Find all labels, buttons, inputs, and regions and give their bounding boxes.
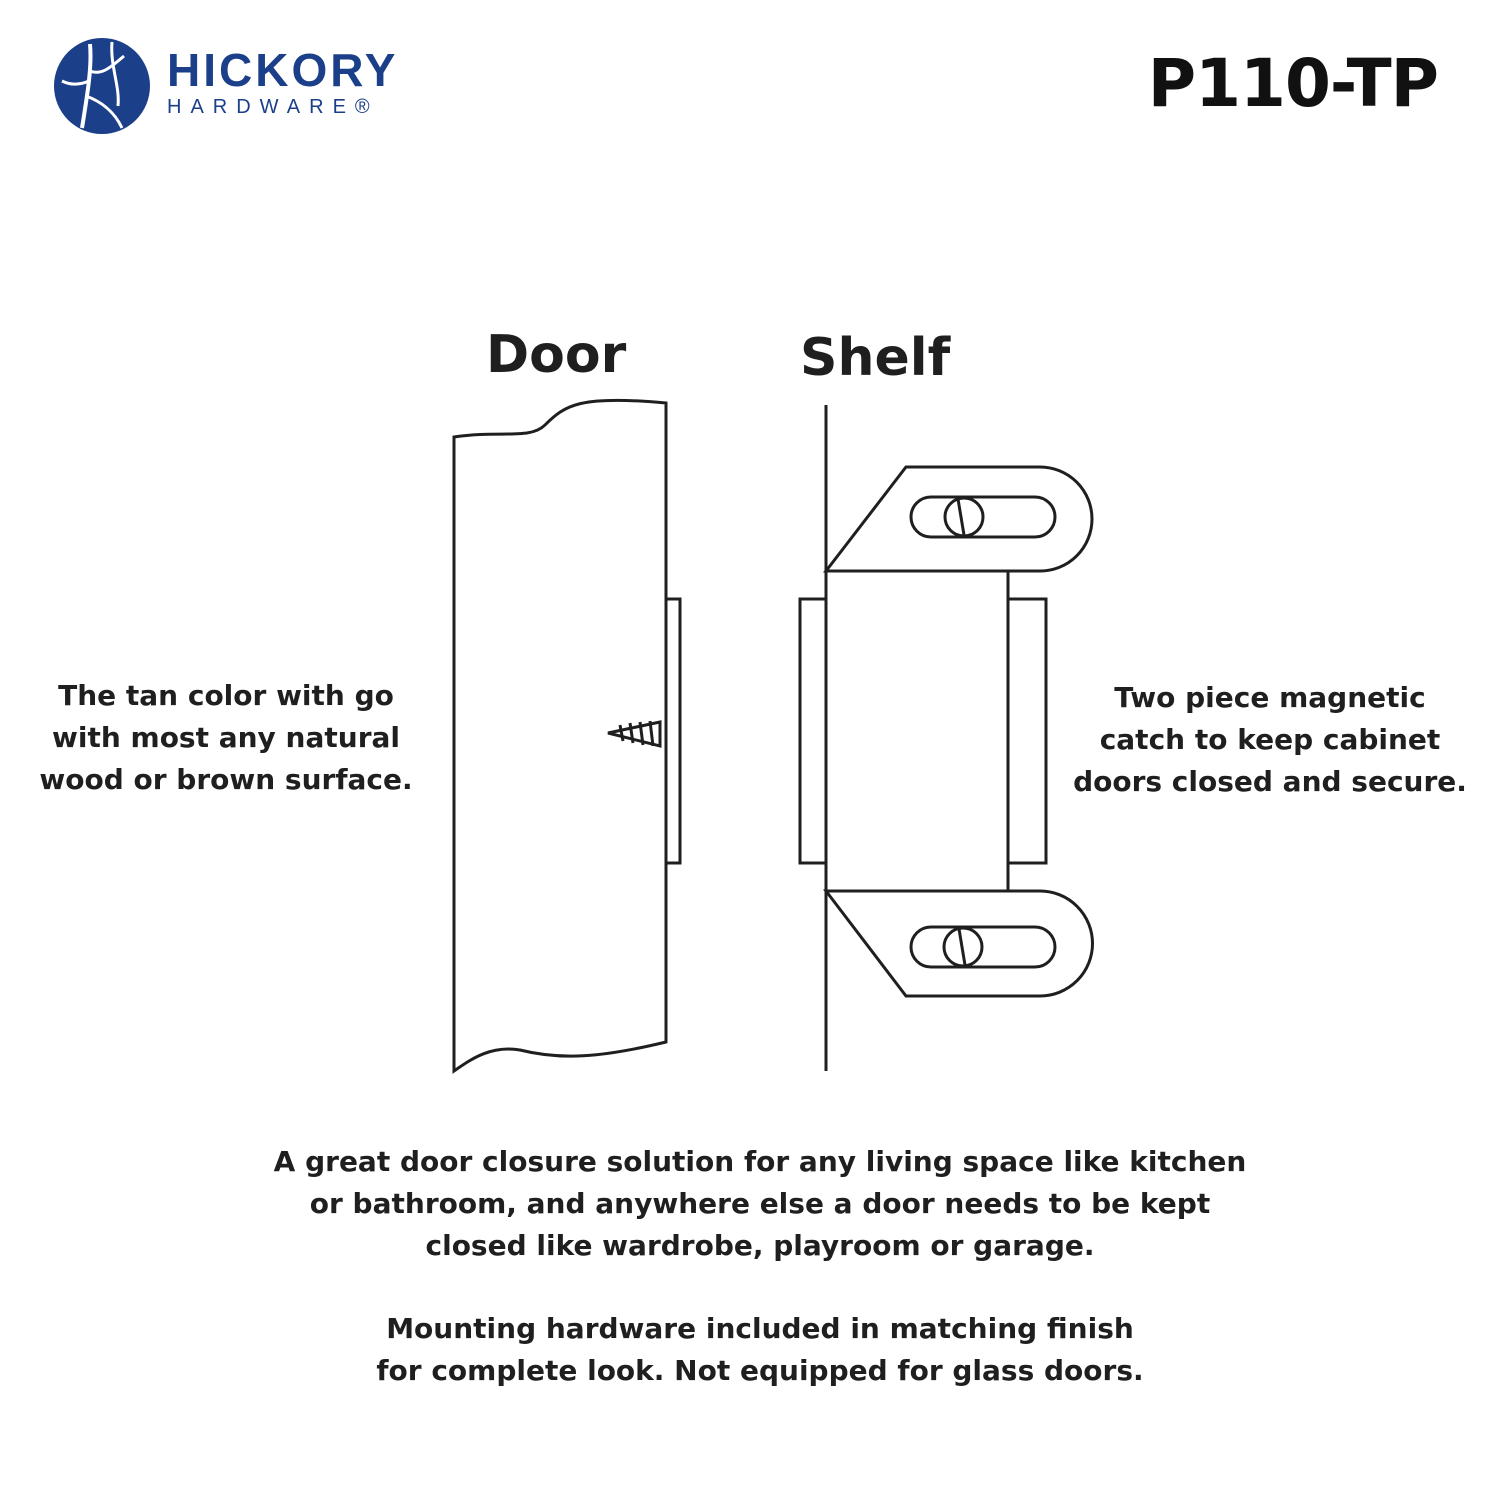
note-bottom-description: A great door closure solution for any living space like kitchen or bathroom, and anywhere else a door needs to be kept closed like wardrobe, playroom or garage.: [273, 1145, 1247, 1262]
brand-name: HICKORY: [167, 44, 399, 96]
screw-icon: [608, 721, 660, 746]
magnetic-catch-icon: [800, 467, 1093, 996]
note-bottom-mounting: Mounting hardware included in matching finish for complete look. Not equipped for glass doors.: [376, 1312, 1144, 1387]
note-right: Two piece magnetic catch to keep cabinet doors closed and secure.: [1073, 681, 1467, 798]
door-label: Door: [486, 325, 627, 385]
brand-subtitle: HARDWARE®: [167, 96, 379, 118]
product-code: P110-TP: [1147, 45, 1438, 122]
strike-plate: [666, 599, 680, 863]
shelf-label: Shelf: [800, 328, 951, 388]
note-left: The tan color with go with most any natural wood or brown surface.: [39, 679, 413, 796]
door-panel: [454, 400, 666, 1071]
